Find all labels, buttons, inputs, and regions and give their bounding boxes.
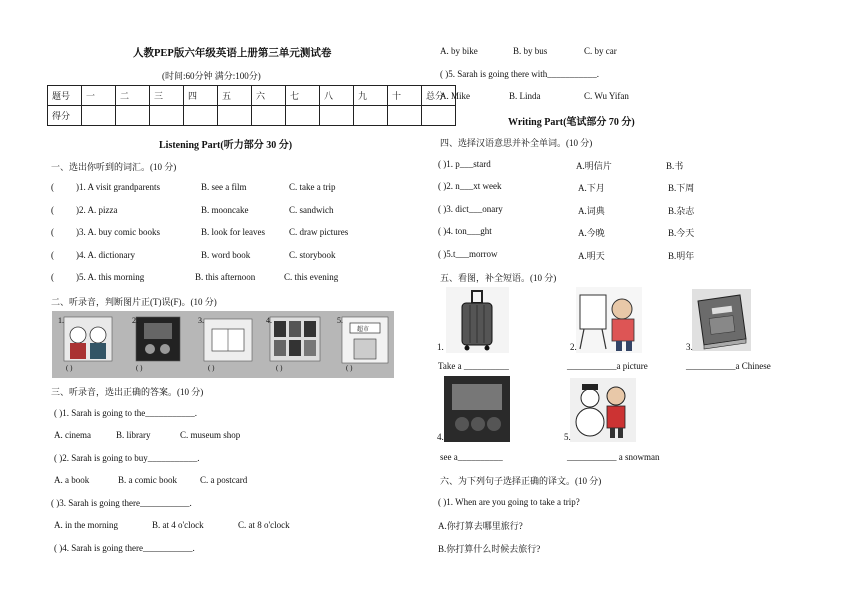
score-input-cell[interactable] xyxy=(184,106,218,126)
picture-number: 2. xyxy=(570,342,577,352)
option-b: B.你打算什么时候去旅行? xyxy=(438,544,541,554)
score-input-cell[interactable] xyxy=(218,106,252,126)
table-cell: 一 xyxy=(82,86,116,106)
answer-paren[interactable]: ( xyxy=(51,272,54,282)
option-a: )1. A visit grandparents xyxy=(76,182,160,192)
table-cell: 题号 xyxy=(48,86,82,106)
tf-answer-paren[interactable]: ( ) xyxy=(208,364,215,372)
phrase-blank[interactable]: ___________a Chinese xyxy=(686,361,771,371)
answer-paren[interactable]: ( xyxy=(51,250,54,260)
question[interactable]: ( )4. Sarah is going there___________. xyxy=(54,543,195,553)
option-c: C. a postcard xyxy=(200,475,248,485)
answer-paren[interactable]: ( xyxy=(51,227,54,237)
question[interactable]: ( )3. Sarah is going there___________. xyxy=(51,498,192,508)
score-input-cell[interactable] xyxy=(320,106,354,126)
score-input-cell[interactable] xyxy=(82,106,116,126)
snowman-picture xyxy=(570,378,636,442)
option-a: A.你打算去哪里旅行? xyxy=(438,521,523,531)
score-table-header-row xyxy=(48,86,456,106)
section-5-heading: 五、看图，补全短语。(10 分) xyxy=(440,273,557,283)
question[interactable]: ( )1. p___stard xyxy=(438,159,491,169)
option-a: A.明信片 xyxy=(576,161,612,171)
option-a: A.明天 xyxy=(578,251,605,261)
option-c: C. by car xyxy=(584,46,617,56)
table-cell: 四 xyxy=(184,86,218,106)
answer-paren[interactable]: ( xyxy=(51,182,54,192)
option-b: B. this afternoon xyxy=(195,272,256,282)
section-2-heading: 二、听录音，判断图片正(T)误(F)。(10 分) xyxy=(51,297,217,307)
option-c: C. draw pictures xyxy=(289,227,349,237)
table-cell: 三 xyxy=(150,86,184,106)
table-cell: 八 xyxy=(320,86,354,106)
picture-number: 3. xyxy=(686,342,693,352)
option-a: A. a book xyxy=(54,475,90,485)
option-b: B. word book xyxy=(201,250,251,260)
tf-label: 1. xyxy=(58,316,64,325)
phrase-blank[interactable]: ___________ a snowman xyxy=(567,452,660,462)
question[interactable]: ( )1. When are you going to take a trip? xyxy=(438,497,580,507)
question[interactable]: ( )5. Sarah is going there with___________. xyxy=(440,69,599,79)
answer-paren[interactable]: ( xyxy=(51,205,54,215)
painting-icon xyxy=(576,287,642,353)
option-c: C. Wu Yifan xyxy=(584,91,629,101)
tf-answer-paren[interactable]: ( ) xyxy=(66,364,73,372)
option-b: B. mooncake xyxy=(201,205,249,215)
option-b: B.下周 xyxy=(668,183,695,193)
snowman-icon xyxy=(570,378,636,442)
option-b: B.杂志 xyxy=(668,206,695,216)
page-title: 人教PEP版六年级英语上册第三单元测试卷 xyxy=(133,48,332,59)
film-icon xyxy=(444,376,510,442)
section-1-heading: 一、选出你听到的词汇。(10 分) xyxy=(51,162,177,172)
phrase-blank[interactable]: Take a __________ xyxy=(438,361,509,371)
table-cell: 得分 xyxy=(48,106,82,126)
painting-picture xyxy=(576,287,642,353)
table-cell: 九 xyxy=(354,86,388,106)
option-b: B.明年 xyxy=(668,251,695,261)
picture-number: 5. xyxy=(564,432,571,442)
table-cell: 总分 xyxy=(422,86,456,106)
option-c: C. take a trip xyxy=(289,182,336,192)
question[interactable]: ( )5.t___morrow xyxy=(438,249,498,259)
question[interactable]: ( )1. Sarah is going to the___________. xyxy=(54,408,197,418)
option-c: C. storybook xyxy=(289,250,336,260)
score-input-cell[interactable] xyxy=(116,106,150,126)
question[interactable]: ( )2. Sarah is going to buy___________. xyxy=(54,453,200,463)
option-a: A. by bike xyxy=(440,46,478,56)
option-a: A. Mike xyxy=(440,91,470,101)
list-item xyxy=(51,205,117,215)
score-input-cell[interactable] xyxy=(354,106,388,126)
option-c: C. this evening xyxy=(284,272,339,282)
option-a: A.下月 xyxy=(578,183,605,193)
option-a: )4. A. dictionary xyxy=(76,250,135,260)
score-input-cell[interactable] xyxy=(388,106,422,126)
option-b: B. see a film xyxy=(201,182,247,192)
option-c: C. at 8 o'clock xyxy=(238,520,290,530)
option-b: B. look for leaves xyxy=(201,227,265,237)
option-a: A. in the morning xyxy=(54,520,118,530)
suitcase-icon xyxy=(446,287,509,353)
tf-answer-paren[interactable]: ( ) xyxy=(136,364,143,372)
section-3-heading: 三、听录音，选出正确的答案。(10 分) xyxy=(51,387,204,397)
score-input-cell[interactable] xyxy=(252,106,286,126)
question[interactable]: ( )2. n___xt week xyxy=(438,181,502,191)
question[interactable]: ( )3. dict___onary xyxy=(438,204,503,214)
tf-label: 5. xyxy=(337,316,343,325)
list-item xyxy=(51,227,160,237)
shop-sign: 超市 xyxy=(357,327,370,333)
list-item xyxy=(51,272,144,282)
picture-number: 1. xyxy=(437,342,444,352)
tf-label: 2. xyxy=(132,316,138,325)
list-item xyxy=(51,250,135,260)
score-input-cell[interactable] xyxy=(150,106,184,126)
option-b: B. by bus xyxy=(513,46,548,56)
page-subtitle: (时间:60分钟 满分:100分) xyxy=(162,71,261,81)
suitcase-picture xyxy=(446,287,509,353)
option-b: B. library xyxy=(116,430,151,440)
phrase-blank[interactable]: ___________a picture xyxy=(567,361,648,371)
tf-answer-paren[interactable]: ( ) xyxy=(276,364,283,372)
tf-label: 4. xyxy=(266,316,272,325)
option-b: B.书 xyxy=(666,161,684,171)
film-picture xyxy=(444,376,510,442)
score-table-score-row xyxy=(48,106,456,126)
section-4-heading: 四、选择汉语意思并补全单词。(10 分) xyxy=(440,138,593,148)
question[interactable]: ( )4. ton___ght xyxy=(438,226,492,236)
picture-number: 4. xyxy=(437,432,444,442)
option-a: A.词典 xyxy=(578,206,605,216)
option-b: B. a comic book xyxy=(118,475,177,485)
option-a: )5. A. this morning xyxy=(76,272,145,282)
score-input-cell[interactable] xyxy=(286,106,320,126)
writing-heading: Writing Part(笔试部分 70 分) xyxy=(508,117,635,128)
book-icon xyxy=(692,289,751,351)
option-b: B.今天 xyxy=(668,228,695,238)
score-table xyxy=(47,85,456,126)
tf-picture-strip xyxy=(52,311,394,378)
tf-label: 3. xyxy=(198,316,204,325)
table-cell: 五 xyxy=(218,86,252,106)
table-cell: 六 xyxy=(252,86,286,106)
option-a: A. cinema xyxy=(54,430,91,440)
table-cell: 二 xyxy=(116,86,150,106)
table-cell: 十 xyxy=(388,86,422,106)
option-a: )2. A. pizza xyxy=(76,205,118,215)
book-picture xyxy=(692,289,751,351)
listening-heading: Listening Part(听力部分 30 分) xyxy=(159,140,293,151)
score-input-cell[interactable] xyxy=(422,106,456,126)
phrase-blank[interactable]: see a__________ xyxy=(440,452,503,462)
section-6-heading: 六、为下列句子选择正确的译文。(10 分) xyxy=(440,476,602,486)
option-c: C. museum shop xyxy=(180,430,241,440)
list-item xyxy=(51,182,160,192)
option-b: B. Linda xyxy=(509,91,541,101)
option-c: C. sandwich xyxy=(289,205,334,215)
option-b: B. at 4 o'clock xyxy=(152,520,204,530)
table-cell: 七 xyxy=(286,86,320,106)
option-a: )3. A. buy comic books xyxy=(76,227,160,237)
tf-answer-paren[interactable]: ( ) xyxy=(346,364,353,372)
option-a: A.今晚 xyxy=(578,228,605,238)
